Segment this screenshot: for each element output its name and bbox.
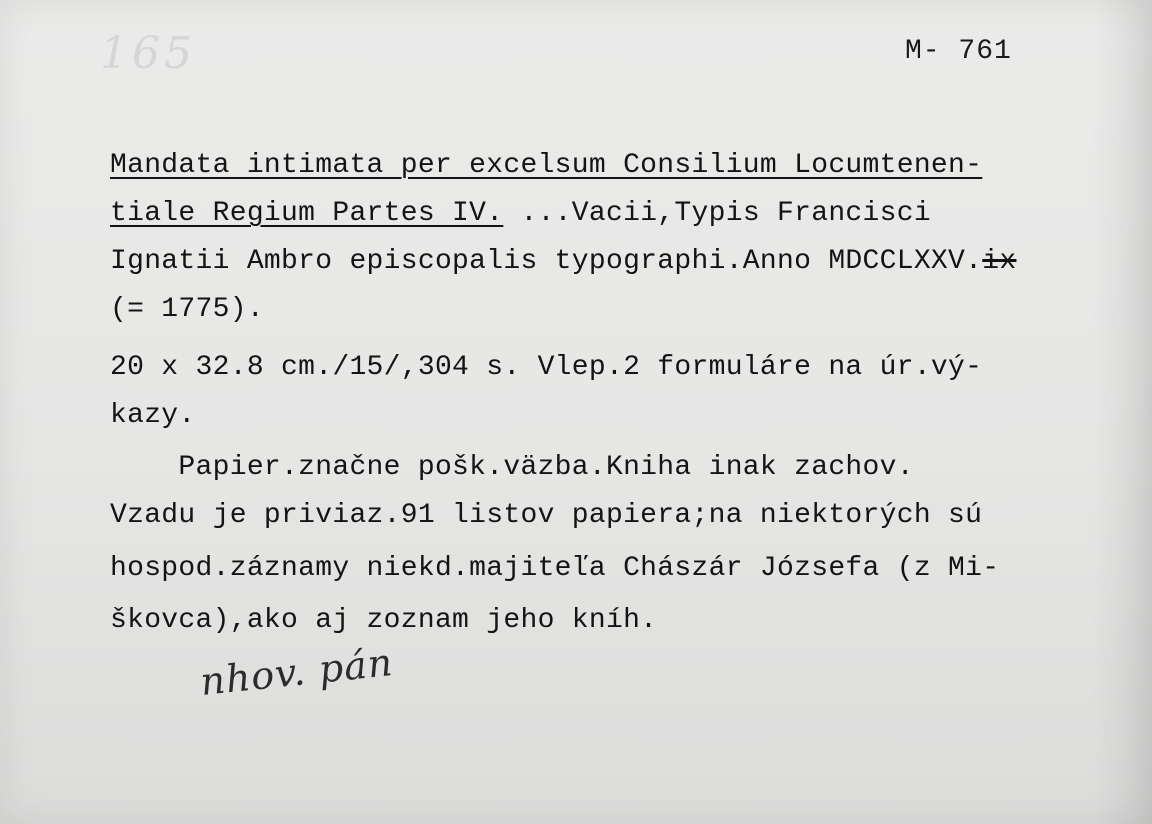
imprint-text: Ignatii Ambro episcopalis typographi.Anno MDCCLXXV. [110, 246, 983, 277]
note-line-3: hospod.záznamy niekd.majiteľa Chászár Józsefa (z Mi- [110, 553, 1000, 584]
title-line-2-rest: ...Vacii,Typis Francisci [503, 198, 931, 229]
struck-mark: ix [982, 246, 1017, 277]
note-line-2: Vzadu je priviaz.91 listov papiera;na niektorých sú [110, 500, 983, 531]
handwritten-signature: nhov. pán [198, 640, 396, 704]
title-line-1: Mandata intimata per excelsum Consilium Locumtenen- [110, 150, 983, 181]
pencil-note: 165 [100, 28, 196, 79]
title-line-2-underlined: tiale Regium Partes IV. [110, 198, 504, 229]
year-line: (= 1775). [110, 294, 264, 325]
title-line-2 [110, 198, 931, 229]
shelfmark: M- 761 [905, 36, 1012, 67]
imprint-line [110, 246, 1016, 277]
note-line-1: Papier.značne pošk.väzba.Kniha inak zachov. [110, 452, 914, 483]
card-edge-shadow [1092, 0, 1152, 824]
note-line-4: škovca),ako aj zoznam jeho kníh. [110, 605, 658, 636]
physical-description-1: 20 x 32.8 cm./15/,304 s. Vlep.2 formuláre na úr.vý- [110, 352, 983, 383]
physical-description-2: kazy. [110, 400, 196, 431]
